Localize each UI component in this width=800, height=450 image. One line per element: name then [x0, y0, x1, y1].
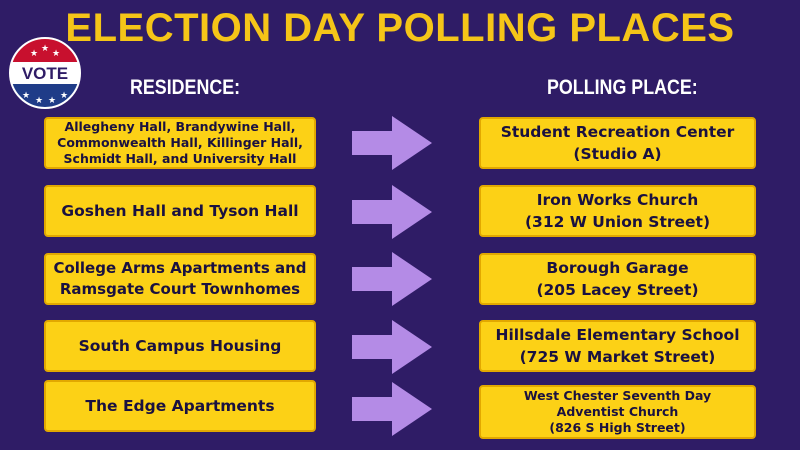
polling-place-text: Iron Works Church: [536, 191, 699, 209]
polling-place-text: (826 S High Street): [549, 420, 686, 435]
residence-box: [44, 320, 316, 372]
polling-place-box: [479, 320, 756, 372]
arrow-right-icon: [352, 185, 432, 239]
svg-text:★: ★: [30, 49, 39, 59]
polling-place-text: Adventist Church: [556, 404, 679, 419]
polling-place-text: (205 Lacey Street): [536, 281, 699, 299]
residence-text: Schmidt Hall, and University Hall: [63, 151, 297, 166]
residence-header: RESIDENCE:: [130, 76, 241, 99]
svg-text:★: ★: [52, 49, 61, 59]
polling-place-text: (Studio A): [573, 145, 662, 163]
arrow-right-icon: [352, 252, 432, 306]
residence-text: Goshen Hall and Tyson Hall: [61, 202, 299, 220]
vote-badge-icon: [8, 36, 82, 110]
svg-text:★: ★: [41, 44, 50, 54]
polling-place-text: West Chester Seventh Day: [523, 388, 712, 403]
polling-place-box: [479, 185, 756, 237]
arrow-right-icon: [352, 382, 432, 436]
residence-text: Allegheny Hall, Brandywine Hall,: [64, 119, 296, 134]
svg-text:★: ★: [60, 91, 69, 101]
polling-place-text: Student Recreation Center: [500, 123, 735, 141]
polling-place-box: [479, 117, 756, 169]
polling-place-text: (312 W Union Street): [524, 213, 711, 231]
polling-place-text: (725 W Market Street): [519, 348, 716, 366]
residence-box: [44, 185, 316, 237]
polling-place-header: POLLING PLACE:: [547, 76, 698, 99]
page-title: ELECTION DAY POLLING PLACES: [65, 6, 735, 50]
residence-text: The Edge Apartments: [85, 397, 275, 415]
arrow-right-icon: [352, 116, 432, 170]
vote-badge-text: VOTE: [21, 64, 69, 83]
residence-text: College Arms Apartments and: [53, 259, 307, 277]
polling-place-box: [479, 385, 756, 439]
residence-box: [44, 380, 316, 432]
svg-text:★: ★: [48, 96, 57, 106]
svg-text:★: ★: [22, 91, 31, 101]
residence-text: Ramsgate Court Townhomes: [59, 280, 301, 298]
polling-place-text: Hillsdale Elementary School: [495, 326, 740, 344]
polling-place-text: Borough Garage: [546, 259, 689, 277]
residence-box: [44, 117, 316, 169]
residence-box: [44, 253, 316, 305]
residence-text: South Campus Housing: [78, 337, 282, 355]
residence-text: Commonwealth Hall, Killinger Hall,: [57, 135, 303, 150]
arrow-right-icon: [352, 320, 432, 374]
svg-text:★: ★: [35, 96, 44, 106]
polling-place-box: [479, 253, 756, 305]
